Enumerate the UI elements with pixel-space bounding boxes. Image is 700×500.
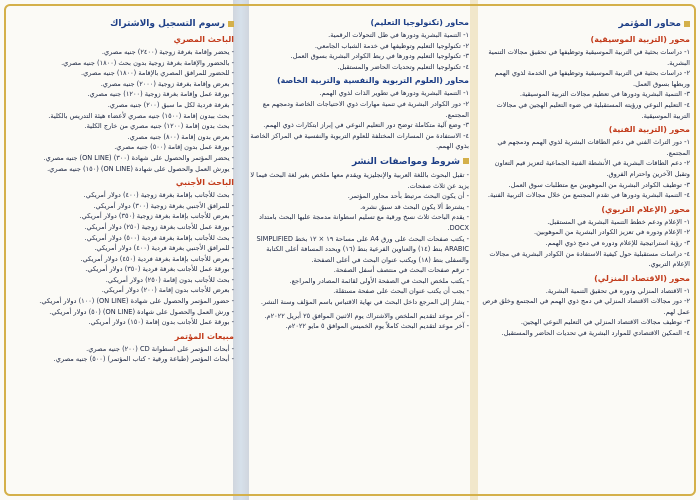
- list-item: - بحث للأجانب بدون إقامة (٢٥٠) دولار أمريكي.: [105, 275, 234, 284]
- list-item: - تقبل البحوث باللغة العربية والإنجليزية ويقدم معها ملخص بغير لغة البحث فيما لا يزيد عن ثلاث صفحات.: [250, 170, 469, 190]
- list-item: - بورقة عمل وإقامة بغرفة زوجية (١٢٠٠) جنيه مصري.: [87, 90, 234, 99]
- foreign-fees-list: [12, 190, 234, 328]
- list-item: - بورقة عمل للأجانب بغرفة فردية (٣٥٠) دولار أمريكي.: [85, 265, 234, 274]
- list-item: - بورقة عمل بدون إقامة (٥٠٠) جنيه مصري.: [114, 143, 234, 152]
- list-item: ٣- رؤية استراتيجية للإعلام ودوره في دمج ذوي الهمم.: [545, 238, 690, 247]
- list-item: ١- الاقتصاد المنزلي ودوره في تحقيق التنمية البشرية.: [545, 286, 690, 295]
- list-item: - بعرض بدون إقامة (٨٠٠) جنيه مصري.: [127, 132, 234, 141]
- axis-education-heading: محاور (العلوم التربوية والنفسية والتربية الخاصة): [277, 76, 469, 86]
- list-item: - بورقة عمل للأجانب بدون إقامة (١٥٠) دولار أمريكي.: [88, 318, 234, 327]
- list-item: ٤- الاستفادة من المسارات المختلفة للعلوم التربوية والنفسية في المراكز الخاصة بذوي الهمم.: [250, 131, 469, 151]
- list-item: - حضور المؤتمر والحصول على شهادة (ON LINE) (١٠٠) دولار أمريكي.: [39, 297, 234, 306]
- col1-title: محاور المؤتمر: [478, 17, 690, 31]
- sales-list: [12, 344, 234, 365]
- list-item: - بحث للأجانب بإقامة بغرفة زوجية (٤٠٠) دولار أمريكي.: [83, 191, 234, 200]
- list-item: ١- التنمية البشرية ودورها في تطوير الذات لذوي الهمم.: [319, 89, 469, 98]
- list-item: ١- دراسات بحثية في التربية الموسيقية وتوظيفها في تحقيق مجالات التنمية البشرية.: [488, 48, 690, 67]
- list-item: ٤- التعليم النوعي ورؤيته المستقبلية في ضوء التعليم الهجين في مجالات التربية الموسيقية.: [496, 100, 690, 120]
- list-item: ٢- الإعلام ودوره في تعزيز الكوادر البشرية من الموهوبين.: [534, 228, 690, 237]
- list-item: - للمرافق الأجنبي بغرفة فردية (٤٠٠) دولار أمريكي.: [94, 244, 234, 253]
- list-item: - يكتب ملخص البحث في الصفحة الأولى لقائمة المصادر والمراجع.: [289, 276, 469, 285]
- list-item: - بعرض وإقامة بغرفة زوجية (٢٠٠٠) جنيه مصري.: [100, 79, 234, 88]
- foreign-researcher-heading: الباحث الأجنبي: [175, 178, 234, 188]
- list-item: - بحث ببدون إقامة (١٥٠٠) جنيه مصري لأعضاء هيئة التدريس بالكلية.: [48, 111, 234, 120]
- publication-conditions-heading: شروط ومواصفات النشر: [243, 155, 469, 169]
- list-item: ٢- دراسات بحثية في التربية الموسيقية وتوظيفها في الخدمة لذوي الهمم وربطها بسوق العمل.: [494, 69, 690, 88]
- axis-music-heading: محور (التربية الموسيقية): [590, 35, 690, 44]
- list-item: - آخر موعد لتقديم الملخص والاشتراك يوم الاثنين الموافق ٢٥ أبريل ٢٠٢٢م.: [264, 311, 469, 320]
- conference-sales-heading: مبيعات المؤتمر: [174, 331, 234, 341]
- list-item: - أبحاث المؤتمر على اسطوانة CD (٢٠٠) جنيه مصري.: [86, 344, 234, 353]
- axis-home-economics-heading: محور (الاقتصاد المنزلي): [594, 273, 690, 283]
- list-item: - ورش العمل والحصول على شهادة (ON LINE) (٥٠) دولار أمريكي.: [49, 307, 234, 316]
- list-item: - ترقم صفحات البحث في منتصف أسفل الصفحة.: [333, 266, 469, 275]
- list-item: ٣- تكنولوجيا التعليم ودورها في ربط الكوادر البشرية بسوق العمل.: [290, 52, 469, 61]
- list-item: - بغرفة فردية لكل ما سبق (٢٠٠) جنيه مصري.: [107, 100, 234, 109]
- axis-music-list: [478, 47, 690, 121]
- egyptian-researcher-heading: الباحث المصري: [173, 35, 234, 44]
- list-item: ١- الإعلام ودعم خطط التنمية البشرية في المستقبل.: [547, 217, 690, 226]
- list-item: ١- التنمية البشرية ودورها في ظل التحولات الرقمية.: [328, 31, 469, 39]
- egyptian-fees-list: [12, 47, 234, 174]
- fees-title: رسوم التسجيل والاشتراك: [12, 17, 234, 31]
- list-item: ٣- وضع آلية متكاملة توضح دور التعليم النوعي في إبراز ابتكارات ذوي الهمم.: [263, 121, 469, 130]
- list-item: ١- دور التراث الفني في دعم الطاقات البشرية لذوي الهمم ودمجهم في المجتمع.: [497, 138, 690, 157]
- list-item: - للمرافق الأجنبي بغرفة زوجية (٣٠٠) دولار أمريكي.: [93, 201, 234, 210]
- list-item: - آخر موعد لتقديم البحث كاملاً يوم الخميس الموافق ٥ مايو ٢٠٢٢م.: [285, 322, 469, 331]
- axes-and-conditions-column: [243, 14, 469, 332]
- list-item: - أن يكون البحث مرتبط بأحد محاور المؤتمر.: [347, 192, 469, 201]
- list-item: - بعرض للأجانب بإقامة بغرفة زوجية (٣٥٠) دولار أمريكي.: [79, 212, 234, 221]
- list-item: - يحضر المؤتمر والحصول على شهادة (٣٠٠) (ON LINE) جنيه مصري.: [43, 153, 234, 162]
- list-item: - للحضور للمرافق المصري بالإقامة (١٨٠٠) جنيه مصري.: [80, 69, 234, 78]
- list-item: ٣- توظيف مجالات الاقتصاد المنزلي في التعليم النوعي الهجين.: [520, 318, 690, 327]
- list-item: ٣- التنمية البشرية ودورها في تعظيم مجالات التربية الموسيقية.: [519, 90, 690, 99]
- axis-media-heading: محور (الإعلام التربوي): [601, 204, 690, 214]
- list-item: - بورقة عمل للأجانب بغرفة زوجية (٢٥٠) دولار أمريكي.: [84, 222, 234, 231]
- list-item: - بحث بدون إقامة (١٢٠٠) جنيه مصري من خارج الكلية.: [84, 122, 234, 131]
- axis-home-economics-list: [478, 286, 690, 339]
- list-item: - يقدم الباحث ثلاث نسخ ورقية مع تسليم اسطوانة مدمجة عليها البحث بامتداد DOCX.: [259, 213, 469, 232]
- list-item: - يحضر وإقامة بغرفة زوجية (٢٤٠٠) جنيه مصري.: [101, 48, 234, 56]
- axis-art-heading: محور (التربية الفنية): [608, 125, 690, 135]
- axis-education-list: [243, 88, 469, 152]
- list-item: - أبحاث المؤتمر (طباعة ورقية - كتاب المؤتمر) (٥٠٠) جنيه مصري.: [53, 355, 234, 364]
- list-item: - يكتب صفحات البحث على ورق A4 على مساحة ١٩ × ١٢ بخط SIMPLIFIED ARABIC بنط (١٤) والعناوين الفرعية بنط (١٦) ويحدد المسافة أعلى الكتابة والسفلى بنط (١٨) ويكتب عنوان البحث في أعلى الصفحة.: [256, 234, 469, 264]
- list-item: ٤- التمكين الاقتصادي للموارد البشرية في تحديات الحاضر والمستقبل.: [501, 329, 690, 338]
- list-item: - يشترط ألا يكون البحث قد سبق نشره.: [360, 202, 469, 211]
- list-item: ٤- تكنولوجيا التعليم وتحديات الحاضر والمستقبل.: [337, 62, 469, 71]
- fees-column: [12, 14, 234, 365]
- list-item: ٣- توظيف الكوادر البشرية من الموهوبين مع متطلبات سوق العمل.: [508, 180, 690, 189]
- list-item: ٢- دور مجالات الاقتصاد المنزلي في دمج ذوي الهمم في المجتمع وخلق فرص عمل لهم.: [482, 297, 690, 316]
- list-item: ٤- دراسات مستقبلية حول كيفية الاستفادة من الكوادر البشرية في مجالات الإعلام التربوي.: [489, 249, 690, 269]
- list-item: ٢- تكنولوجيا التعليم وتوظيفها في خدمة الشباب الجامعي.: [314, 41, 469, 50]
- axis-edtech-heading: محاور (تكنولوجيا التعليم): [370, 18, 469, 27]
- list-item: ٢- دعم الطاقات البشرية في الأنشطة الفنية الجماعية لتعزيز قيم التعاون وتقبل الآخرين واحترام الفروق.: [494, 159, 690, 178]
- deadlines-list: [243, 311, 469, 332]
- conference-axes-column: [478, 14, 690, 339]
- list-item: - بعرض للأجانب بإقامة بغرفة فردية (٤٥٠) دولار أمريكي.: [80, 254, 234, 263]
- list-item: - بعرض للأجانب بدون إقامة (٢٠٠) دولار أمريكي.: [101, 286, 234, 295]
- list-item: - يجب أن يكتب عنوان البحث على صفحة مستقلة.: [333, 287, 469, 296]
- list-item: ٤- التنمية البشرية ودورها في تقدم المجتمع من خلال مجالات التربية الفنية.: [487, 191, 690, 200]
- list-item: - يشار إلى المرجع داخل البحث في نهاية الاقتباس باسم المؤلف وسنة النشر.: [260, 298, 469, 307]
- list-item: - بالحضور والإقامة بغرفة زوجية بدون بحث (١٨٠٠) جنيه مصري.: [61, 58, 234, 67]
- list-item: - بحث للأجانب بإقامة بغرفة فردية (٥٠٠) دولار أمريكي.: [84, 233, 234, 242]
- axis-edtech-list: [243, 30, 469, 72]
- list-item: ٢- دور الكوادر البشرية في تنمية مهارات ذوي الاحتياجات الخاصة ودمجهم مع المجتمع.: [262, 99, 469, 119]
- axis-media-list: [478, 217, 690, 270]
- axis-art-list: [478, 137, 690, 201]
- list-item: - يورش العمل والحصول على شهادة (ON LINE) (١٥٠) جنيه مصري.: [47, 164, 234, 173]
- publication-conditions-list: [243, 170, 469, 308]
